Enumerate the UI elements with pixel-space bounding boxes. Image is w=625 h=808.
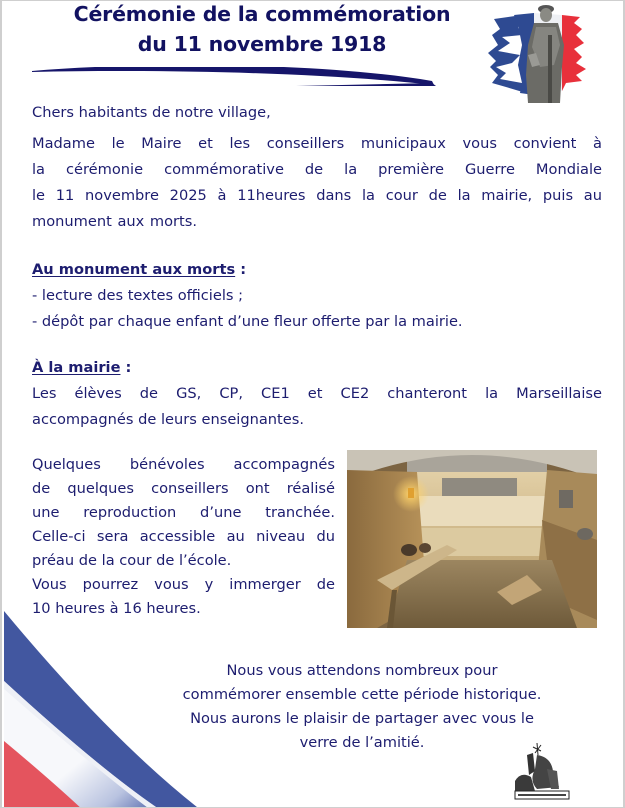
title-underline-swoosh — [28, 67, 468, 93]
section-heading — [32, 257, 602, 283]
closing-line: verre de l’amitié. — [299, 734, 425, 751]
paragraph-line: 10 heures à 16 heures. — [32, 600, 201, 617]
closing-line: commémorer ensemble cette période historique. — [182, 686, 542, 703]
trench-paragraph — [32, 453, 335, 621]
section-mairie — [32, 355, 602, 433]
paragraph-line: préau de la cour de l’école. — [32, 552, 232, 569]
intro-paragraph — [32, 131, 602, 235]
paragraph-line: une reproduction d’une tranchée. — [32, 504, 335, 521]
title-line-1: Cérémonie de la commémoration — [73, 2, 451, 26]
soldier-flag-image — [482, 5, 592, 105]
list-item: - lecture des textes officiels ; — [32, 287, 244, 304]
section-monument — [32, 257, 602, 335]
section-heading-text: À la mairie — [32, 359, 121, 376]
paragraph-line: accompagnés de leurs enseignantes. — [32, 411, 304, 428]
section-heading-text: Au monument aux morts — [32, 261, 236, 278]
republique-francaise-emblem — [507, 741, 577, 805]
intro-line: Madame le Maire et les conseillers municipaux vous convient à — [32, 135, 602, 152]
intro-line: monument aux morts. — [32, 213, 198, 230]
intro-line: la cérémonie commémorative de la première Guerre Mondiale — [32, 161, 602, 178]
paragraph-line: de quelques conseillers ont réalisé — [32, 480, 335, 497]
greeting-text: Chers habitants de notre village, — [32, 104, 271, 121]
intro-line: le 11 novembre 2025 à 11heures dans la cour de la mairie, puis au — [32, 187, 602, 204]
heading-colon: : — [120, 359, 132, 376]
title-line-2: du 11 novembre 1918 — [137, 32, 387, 56]
closing-line: Nous aurons le plaisir de partager avec vous le — [190, 710, 534, 727]
closing-line: Nous vous attendons nombreux pour — [226, 662, 498, 679]
paragraph-line: Vous pourrez vous y immerger de — [32, 576, 335, 593]
paragraph-line: Quelques bénévoles accompagnés — [32, 456, 335, 473]
paragraph-line: Celle-ci sera accessible au niveau du — [32, 528, 335, 545]
page-title — [42, 0, 482, 59]
heading-colon: : — [235, 261, 247, 278]
paragraph-line: Les élèves de GS, CP, CE1 et CE2 chanteront la Marseillaise — [32, 385, 602, 402]
section-heading — [32, 355, 602, 381]
trench-photo — [347, 450, 597, 628]
flag-red-brush — [562, 15, 586, 91]
list-item: - dépôt par chaque enfant d’une fleur offerte par la mairie. — [32, 313, 463, 330]
